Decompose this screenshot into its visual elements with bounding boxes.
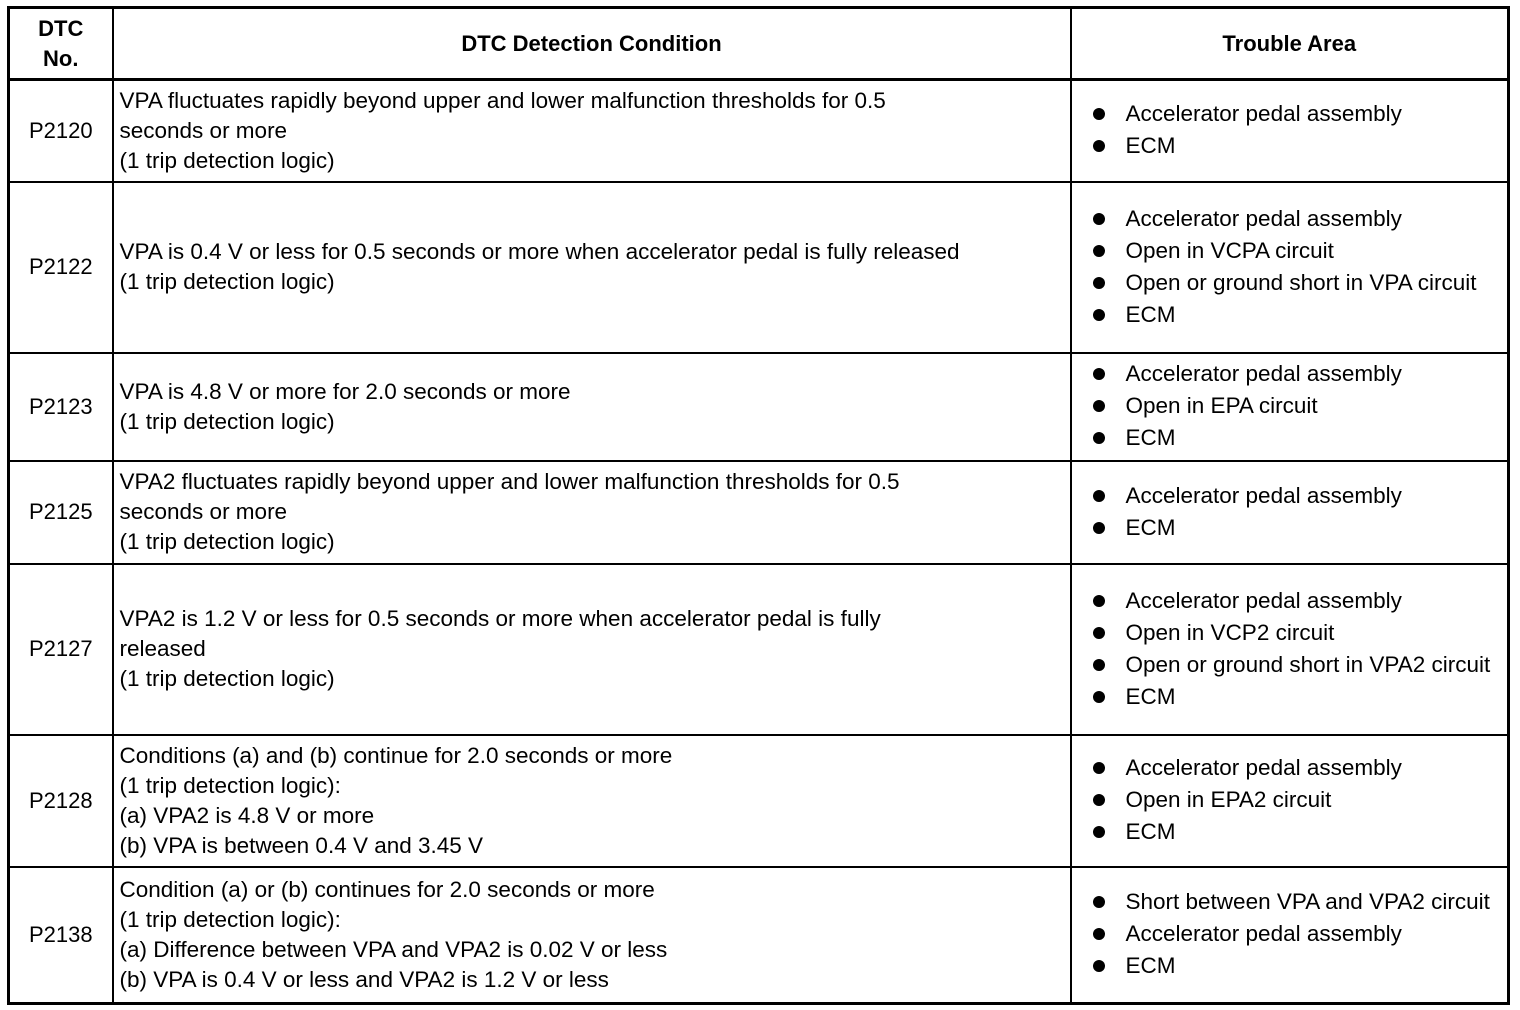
dtc-code-cell: P2120 bbox=[9, 80, 113, 182]
detection-condition-cell bbox=[113, 564, 1071, 735]
bullet-icon bbox=[1093, 659, 1105, 671]
list-item bbox=[1092, 99, 1508, 129]
trouble-area-text: Open or ground short in VPA circuit bbox=[1125, 269, 1477, 295]
condition-line: (1 trip detection logic) bbox=[119, 408, 335, 434]
trouble-area-text: ECM bbox=[1125, 133, 1176, 159]
table-body bbox=[9, 80, 1509, 1004]
list-item bbox=[1092, 618, 1508, 648]
trouble-area-cell bbox=[1071, 182, 1509, 353]
header-trouble-area: Trouble Area bbox=[1071, 8, 1509, 80]
trouble-area-text: Accelerator pedal assembly bbox=[1125, 101, 1402, 127]
trouble-area-text: Accelerator pedal assembly bbox=[1125, 205, 1402, 231]
list-item bbox=[1092, 951, 1508, 981]
condition-line: (1 trip detection logic) bbox=[119, 666, 335, 691]
trouble-area-text: Accelerator pedal assembly bbox=[1125, 755, 1402, 780]
list-item bbox=[1092, 300, 1508, 330]
table-row bbox=[9, 353, 1509, 461]
bullet-icon bbox=[1093, 595, 1105, 607]
bullet-icon bbox=[1093, 627, 1105, 639]
trouble-area-list bbox=[1092, 586, 1508, 712]
table-row bbox=[9, 564, 1509, 735]
detection-condition-cell bbox=[113, 353, 1071, 461]
condition-line: Condition (a) or (b) continues for 2.0 seconds or more bbox=[119, 876, 655, 902]
dtc-table bbox=[7, 6, 1510, 1005]
trouble-area-text: ECM bbox=[1125, 819, 1176, 844]
bullet-icon bbox=[1093, 245, 1105, 257]
bullet-icon bbox=[1093, 960, 1105, 972]
list-item bbox=[1092, 682, 1508, 712]
trouble-area-list bbox=[1092, 481, 1508, 543]
trouble-area-cell bbox=[1071, 735, 1509, 867]
condition-line: seconds or more bbox=[119, 499, 288, 524]
trouble-area-list bbox=[1092, 204, 1508, 330]
bullet-icon bbox=[1093, 309, 1105, 321]
condition-line: (1 trip detection logic) bbox=[119, 529, 335, 554]
trouble-area-cell bbox=[1071, 867, 1509, 1004]
condition-line: (1 trip detection logic): bbox=[119, 772, 341, 798]
bullet-icon bbox=[1093, 213, 1105, 225]
dtc-code-cell: P2128 bbox=[9, 735, 113, 867]
bullet-icon bbox=[1093, 928, 1105, 940]
bullet-icon bbox=[1093, 140, 1105, 152]
table-row bbox=[9, 182, 1509, 353]
table-row bbox=[9, 735, 1509, 867]
bullet-icon bbox=[1093, 826, 1105, 838]
condition-line: VPA2 is 1.2 V or less for 0.5 seconds or more when accelerator pedal is fully bbox=[119, 606, 881, 631]
dtc-code-cell: P2122 bbox=[9, 182, 113, 353]
bullet-icon bbox=[1093, 896, 1105, 908]
table-row bbox=[9, 867, 1509, 1004]
list-item bbox=[1092, 513, 1508, 543]
bullet-icon bbox=[1093, 522, 1105, 534]
list-item bbox=[1092, 268, 1508, 298]
trouble-area-text: ECM bbox=[1125, 514, 1176, 540]
dtc-code-cell: P2127 bbox=[9, 564, 113, 735]
trouble-area-cell bbox=[1071, 564, 1509, 735]
list-item bbox=[1092, 919, 1508, 949]
condition-line: released bbox=[119, 636, 206, 661]
condition-line: VPA is 4.8 V or more for 2.0 seconds or more bbox=[119, 378, 571, 404]
detection-condition-cell bbox=[113, 182, 1071, 353]
list-item bbox=[1092, 753, 1508, 783]
condition-line: Conditions (a) and (b) continue for 2.0 seconds or more bbox=[119, 742, 673, 768]
trouble-area-text: Open in EPA2 circuit bbox=[1125, 787, 1332, 812]
trouble-area-text: ECM bbox=[1125, 683, 1176, 709]
list-item bbox=[1092, 785, 1508, 815]
condition-line: VPA fluctuates rapidly beyond upper and lower malfunction thresholds for 0.5 bbox=[119, 87, 886, 113]
trouble-area-list bbox=[1092, 887, 1508, 981]
bullet-icon bbox=[1093, 794, 1105, 806]
bullet-icon bbox=[1093, 400, 1105, 412]
detection-condition-cell bbox=[113, 867, 1071, 1004]
trouble-area-text: ECM bbox=[1125, 425, 1176, 450]
trouble-area-list bbox=[1092, 99, 1508, 161]
condition-line: (a) VPA2 is 4.8 V or more bbox=[119, 802, 375, 828]
detection-condition-cell bbox=[113, 461, 1071, 564]
trouble-area-cell bbox=[1071, 353, 1509, 461]
detection-condition-cell bbox=[113, 80, 1071, 182]
header-row bbox=[9, 8, 1509, 80]
dtc-code-cell: P2123 bbox=[9, 353, 113, 461]
list-item bbox=[1092, 481, 1508, 511]
list-item bbox=[1092, 423, 1508, 453]
trouble-area-text: Accelerator pedal assembly bbox=[1125, 361, 1402, 386]
trouble-area-text: Open in EPA circuit bbox=[1125, 393, 1318, 418]
bullet-icon bbox=[1093, 108, 1105, 120]
dtc-code-cell: P2125 bbox=[9, 461, 113, 564]
trouble-area-text: Accelerator pedal assembly bbox=[1125, 482, 1402, 508]
bullet-icon bbox=[1093, 762, 1105, 774]
list-item bbox=[1092, 204, 1508, 234]
trouble-area-text: Accelerator pedal assembly bbox=[1125, 587, 1402, 613]
bullet-icon bbox=[1093, 691, 1105, 703]
trouble-area-text: Accelerator pedal assembly bbox=[1125, 921, 1402, 947]
list-item bbox=[1092, 131, 1508, 161]
bullet-icon bbox=[1093, 277, 1105, 289]
condition-line: VPA is 0.4 V or less for 0.5 seconds or more when accelerator pedal is fully released bbox=[119, 239, 960, 264]
bullet-icon bbox=[1093, 368, 1105, 380]
trouble-area-text: ECM bbox=[1125, 953, 1176, 979]
trouble-area-cell bbox=[1071, 80, 1509, 182]
trouble-area-text: ECM bbox=[1125, 301, 1176, 327]
condition-line: (a) Difference between VPA and VPA2 is 0.02 V or less bbox=[119, 936, 668, 962]
header-detection-condition: DTC Detection Condition bbox=[113, 8, 1071, 80]
condition-line: (1 trip detection logic) bbox=[119, 147, 335, 173]
trouble-area-text: Open in VCP2 circuit bbox=[1125, 619, 1335, 645]
trouble-area-text: Short between VPA and VPA2 circuit bbox=[1125, 889, 1490, 915]
dtc-code-cell: P2138 bbox=[9, 867, 113, 1004]
list-item bbox=[1092, 359, 1508, 389]
trouble-area-list bbox=[1092, 753, 1508, 847]
bullet-icon bbox=[1093, 432, 1105, 444]
condition-line: (1 trip detection logic) bbox=[119, 269, 335, 294]
condition-line: (b) VPA is 0.4 V or less and VPA2 is 1.2 V or less bbox=[119, 966, 609, 992]
trouble-area-text: Open or ground short in VPA2 circuit bbox=[1125, 651, 1491, 677]
trouble-area-list bbox=[1092, 359, 1508, 453]
list-item bbox=[1092, 650, 1508, 680]
list-item bbox=[1092, 236, 1508, 266]
bullet-icon bbox=[1093, 490, 1105, 502]
trouble-area-cell bbox=[1071, 461, 1509, 564]
list-item bbox=[1092, 391, 1508, 421]
condition-line: seconds or more bbox=[119, 117, 288, 143]
table-row bbox=[9, 80, 1509, 182]
condition-line: VPA2 fluctuates rapidly beyond upper and lower malfunction thresholds for 0.5 bbox=[119, 469, 900, 494]
condition-line: (1 trip detection logic): bbox=[119, 906, 341, 932]
list-item bbox=[1092, 817, 1508, 847]
detection-condition-cell bbox=[113, 735, 1071, 867]
header-dtc-no: DTC No. bbox=[9, 8, 113, 80]
condition-line: (b) VPA is between 0.4 V and 3.45 V bbox=[119, 832, 484, 858]
table-row bbox=[9, 461, 1509, 564]
list-item bbox=[1092, 586, 1508, 616]
trouble-area-text: Open in VCPA circuit bbox=[1125, 237, 1334, 263]
list-item bbox=[1092, 887, 1508, 917]
